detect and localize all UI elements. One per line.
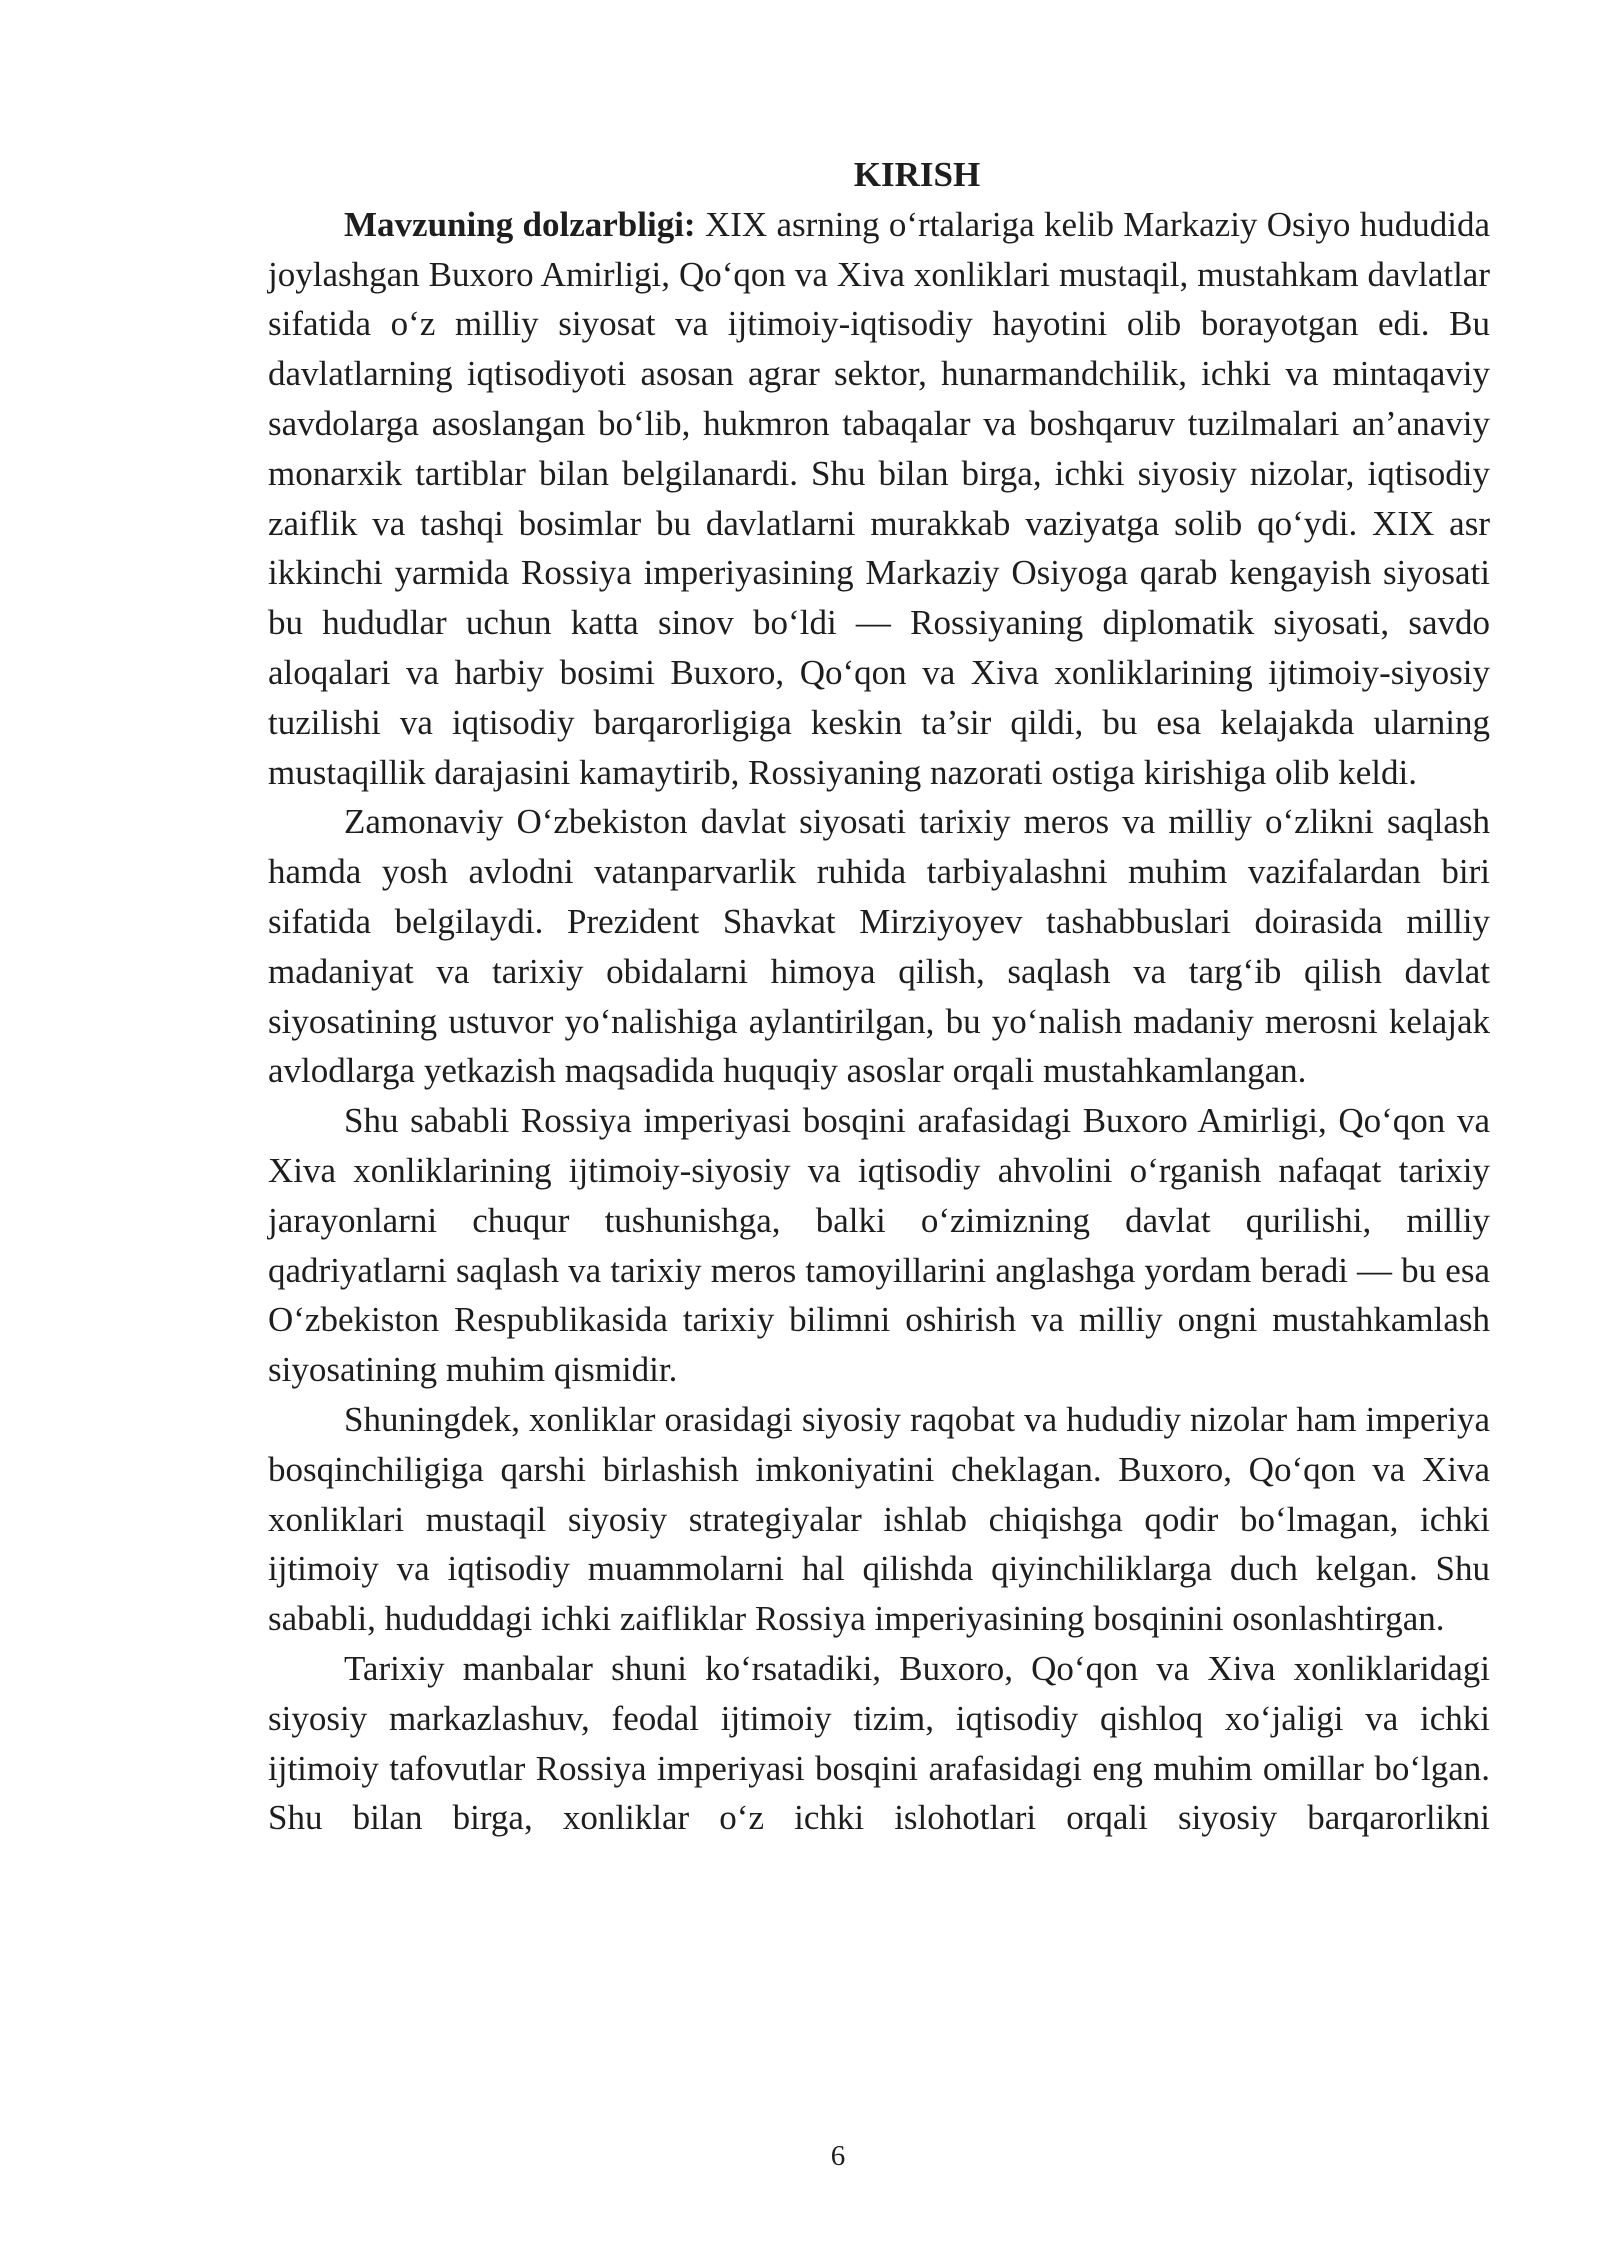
paragraph: Shuningdek, xonliklar orasidagi siyosiy raqobat va hududiy nizolar ham imperiya bosqinchiligiga qarshi birlashish imkoniyatini cheklagan. Buxoro, Qo‘qon va Xiva xonliklari mustaqil siyosiy strategiyalar ishlab chiqishga qodir bo‘lmagan, ichki ijtimoiy va iqtisodiy muammolarni hal qilishda qiyinchiliklarga duch kelgan. Shu sababli, hududdagi ichki zaifliklar Rossiya imperiyasining bosqinini osonlashtirgan. <box>268 1399 1490 1639</box>
lead-label: Mavzuning dolzarbligi: <box>344 204 696 244</box>
paragraph-continued: Tarixiy manbalar shuni ko‘rsatadiki, Buxoro, Qo‘qon va Xiva xonliklaridagi siyosiy markazlashuv, feodal ijtimoiy tizim, iqtisodiy qishloq xo‘jaligi va ichki ijtimoiy tafovutlar Rossiya imperiyasi bosqini arafasidagi eng muhim omillar bo‘lgan. Shu bilan birga, xonliklar o‘z ichki islohotlari orqali siyosiy barqarorlikni <box>268 1648 1490 1838</box>
paragraph: Zamonaviy O‘zbekiston davlat siyosati tarixiy meros va milliy o‘zlikni saqlash hamda yosh avlodni vatanparvarlik ruhida tarbiyalashni muhim vazifalardan biri sifatida belgilaydi. Prezident Shavkat Mirziyoyev tashabbuslari doirasida milliy madaniyat va tarixiy obidalarni himoya qilish, saqlash va targ‘ib qilish davlat siyosatining ustuvor yo‘nalishiga aylantirilgan, bu yo‘nalish madaniy merosni kelajak avlodlarga yetkazish maqsadida huquqiy asoslar orqali mustahkamlangan. <box>268 802 1490 1091</box>
page-title: KIRISH <box>853 155 981 194</box>
document-page <box>268 150 1490 1843</box>
paragraph-text: XIX asrning o‘rtalariga kelib Markaziy Osiyo hududida joylashgan Buxoro Amirligi, Qo‘qon va Xiva xonliklari mustaqil, mustahkam davlatlar sifatida o‘z milliy siyosat va ijtimoiy-iqtisodiy hayotini olib borayotgan edi. Bu davlatlarning iqtisodiyoti asosan agrar sektor, hunarmandchilik, ichki va mintaqaviy savdolarga asoslangan bo‘lib, hukmron tabaqalar va boshqaruv tuzilmalari an’anaviy monarxik tartiblar bilan belgilanardi. Shu bilan birga, ichki siyosiy nizolar, iqtisodiy zaiflik va tashqi bosimlar bu davlatlarni murakkab vaziyatga solib qo‘ydi. XIX asr ikkinchi yarmida Rossiya imperiyasining Markaziy Osiyoga qarab kengayish siyosati bu hududlar uchun katta sinov bo‘ldi — Rossiyaning diplomatik siyosati, savdo aloqalari va harbiy bosimi Buxoro, Qo‘qon va Xiva xonliklarining ijtimoiy-siyosiy tuzilishi va iqtisodiy barqarorligiga keskin ta’sir qildi, bu esa kelajakda ularning mustaqillik darajasini kamaytirib, Rossiyaning nazorati ostiga kirishiga olib keldi. <box>268 204 1490 792</box>
page-number: 6 <box>830 2140 846 2172</box>
paragraph-relevance <box>268 200 1490 798</box>
paragraph: Shu sababli Rossiya imperiyasi bosqini arafasidagi Buxoro Amirligi, Qo‘qon va Xiva xonliklarining ijtimoiy-siyosiy va iqtisodiy ahvolini o‘rganish nafaqat tarixiy jarayonlarni chuqur tushunishga, balki o‘zimizning davlat qurilishi, milliy qadriyatlarni saqlash va tarixiy meros tamoyillarini anglashga yordam beradi — bu esa O‘zbekiston Respublikasida tarixiy bilimni oshirish va milliy ongni mustahkamlash siyosatining muhim qismidir. <box>268 1101 1490 1390</box>
